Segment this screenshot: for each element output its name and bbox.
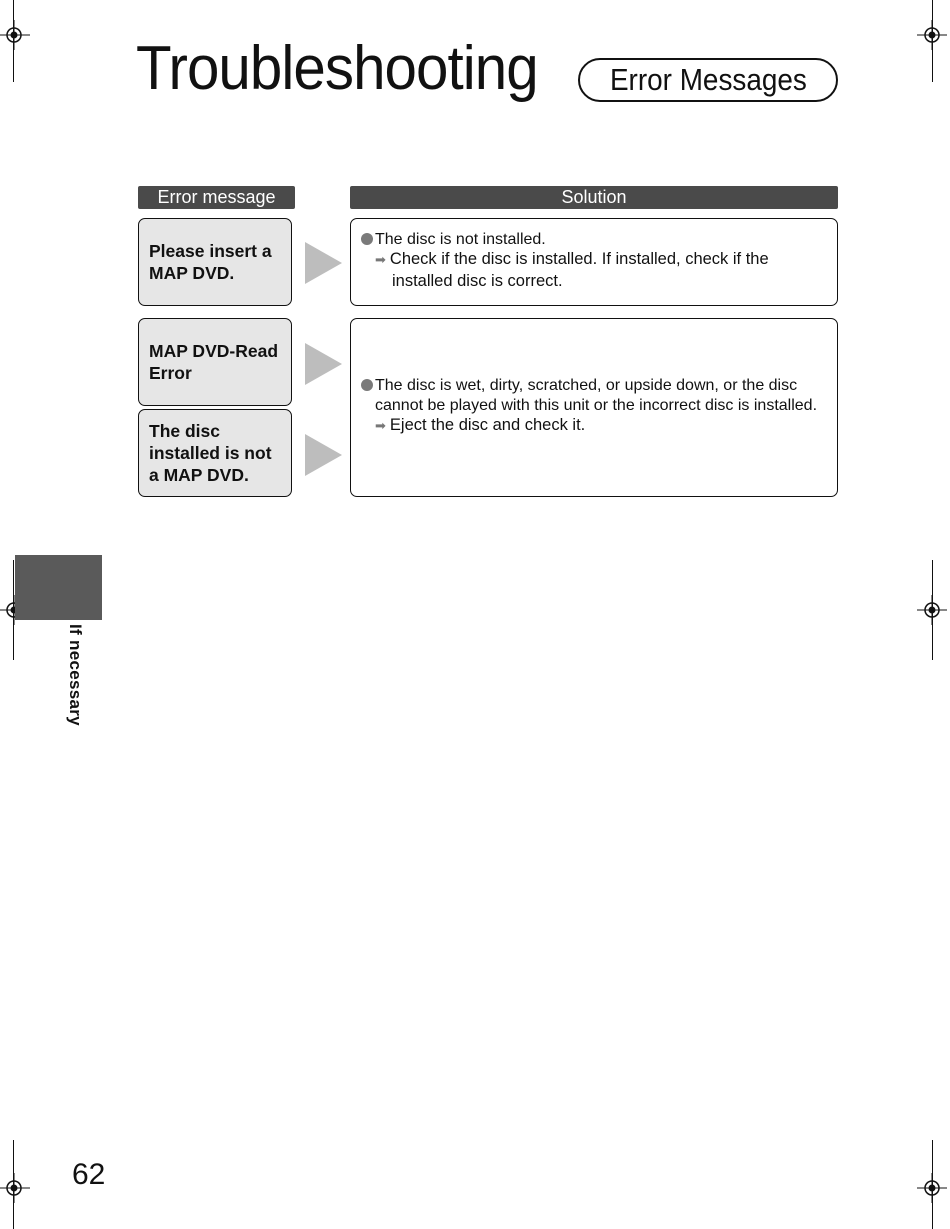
remedy-line: ➡ Eject the disc and check it.: [375, 416, 586, 434]
error-message-text: Please insert a MAP DVD.: [149, 241, 272, 283]
section-tab: [15, 555, 102, 620]
section-badge: Error Messages: [578, 58, 838, 102]
page-number: 62: [72, 1158, 106, 1191]
solution-column-header: Solution: [350, 186, 838, 209]
cause-line: The disc is not installed.: [361, 230, 546, 250]
crop-line: [932, 0, 933, 82]
bullet-icon: [361, 379, 373, 391]
arrow-icon: ➡: [375, 252, 386, 267]
crop-line: [13, 560, 14, 660]
cause-line: cannot be played with this unit or the incorrect disc is installed.: [375, 397, 818, 414]
arrow-right-icon: [305, 343, 342, 385]
arrow-icon: ➡: [375, 418, 386, 433]
registration-mark-icon: [0, 1173, 30, 1203]
crop-line: [13, 1140, 14, 1229]
side-tab-label: If necessary: [66, 624, 85, 726]
solution-box: [350, 218, 838, 306]
error-message-box: [138, 409, 292, 497]
crop-line: [932, 1140, 933, 1229]
page-title: Troubleshooting: [136, 34, 538, 103]
bullet-icon: [361, 233, 373, 245]
error-message-column-header: Error message: [138, 186, 295, 209]
cause-line: The disc is wet, dirty, scratched, or upside down, or the disc: [361, 376, 797, 396]
error-message-text: MAP DVD-Read Error: [149, 341, 279, 383]
remedy-line: ➡ Check if the disc is installed. If installed, check if the: [375, 250, 769, 268]
remedy-line: installed disc is correct.: [392, 272, 563, 290]
error-message-box: [138, 218, 292, 306]
crop-line: [13, 0, 14, 82]
arrow-right-icon: [305, 242, 342, 284]
registration-mark-icon: [0, 20, 30, 50]
error-message-box: [138, 318, 292, 406]
solution-box: [350, 318, 838, 497]
error-message-text: The disc installed is not a MAP DVD.: [149, 421, 272, 485]
arrow-right-icon: [305, 434, 342, 476]
crop-line: [932, 560, 933, 660]
